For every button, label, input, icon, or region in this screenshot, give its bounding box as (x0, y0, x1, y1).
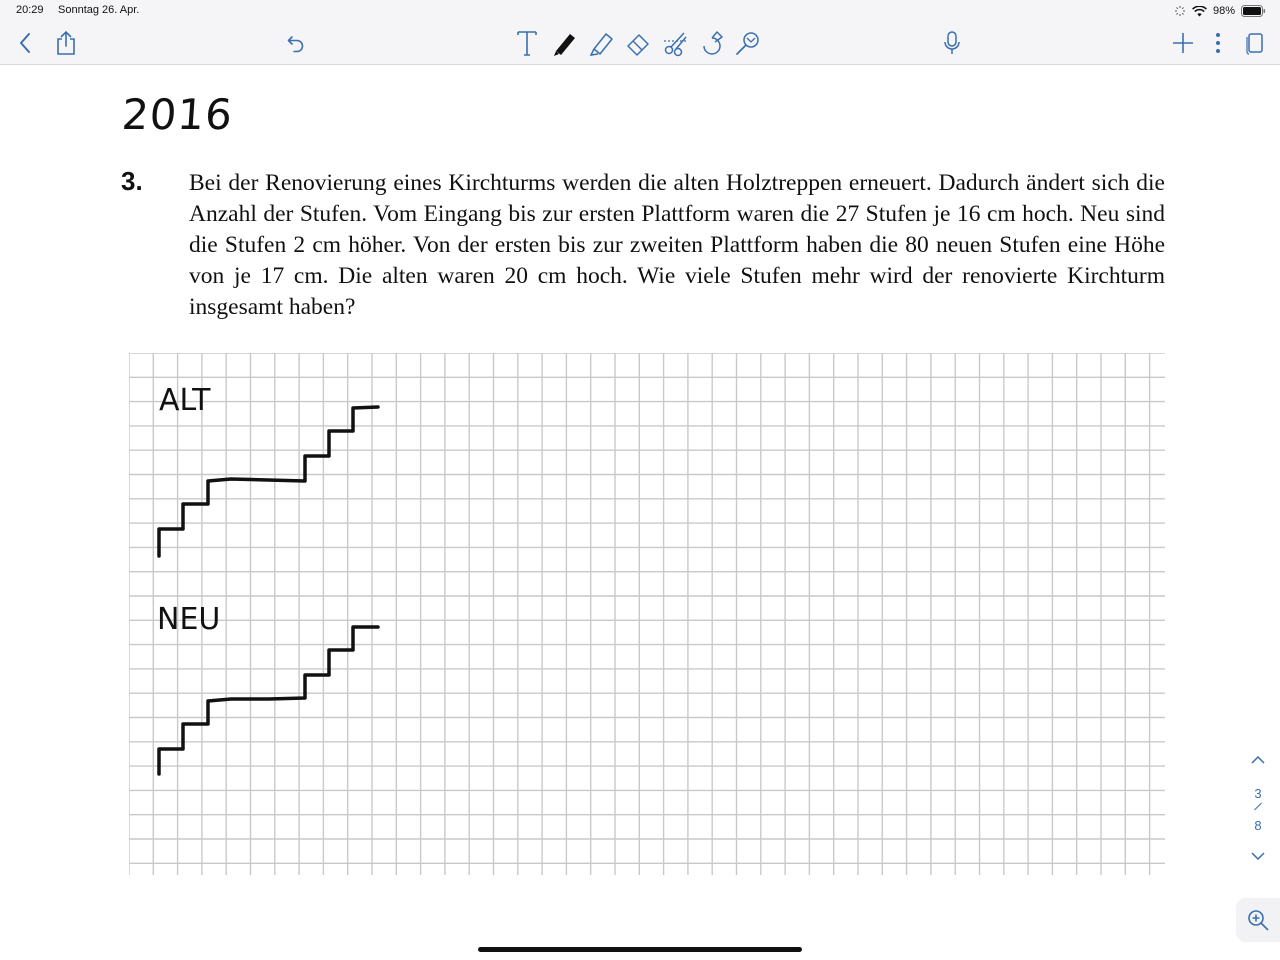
more-options-icon (1215, 32, 1221, 54)
next-page-button[interactable] (1248, 846, 1268, 866)
shapes-tool-icon (698, 29, 726, 57)
highlighter-tool-icon (587, 29, 615, 57)
highlighter-tool-button[interactable] (586, 28, 616, 58)
back-button[interactable] (10, 28, 40, 58)
task-text: Bei der Renovierung eines Kirchturms werden die alten Holztreppen erneuert. Dadurch ändert sich die Anzahl der Stufen. Vom Eingang bis zur ersten Plattform waren die 27 Stufen je 16 cm hoch. Neu sind die Stufen 2 cm höher. Von der ersten bis zur zweiten Plattform haben die 80 neuen Stufen eine Höhe von je 17 cm. Die alten waren 20 cm hoch. Wie viele Stufen mehr wird der renovierte Kirchturm insgesamt haben? (189, 170, 1165, 320)
add-page-icon (1171, 31, 1195, 55)
undo-icon (286, 33, 306, 53)
status-time: 20:29 (16, 4, 44, 16)
grid-paper (129, 353, 1165, 875)
toolbar (0, 22, 1280, 65)
page-navigator (1240, 750, 1276, 865)
wifi-icon (1192, 6, 1207, 17)
battery-icon (1241, 5, 1266, 17)
task-number: 3. (121, 166, 143, 196)
page-separator (1254, 803, 1262, 811)
share-button[interactable] (51, 28, 81, 58)
image-tool-icon (734, 29, 762, 57)
label-old: ALT (159, 383, 211, 418)
share-icon (55, 30, 77, 56)
total-page-count: 8 (1254, 818, 1262, 833)
label-new: NEU (157, 602, 221, 637)
stair-sketch-new (159, 627, 378, 774)
image-tool-button[interactable] (733, 28, 763, 58)
lasso-tool-icon (662, 29, 690, 57)
microphone-button[interactable] (937, 28, 967, 58)
shapes-tool-button[interactable] (697, 28, 727, 58)
status-bar (0, 0, 1280, 22)
previous-page-button[interactable] (1248, 750, 1268, 770)
chevron-down-icon (1251, 852, 1265, 860)
text-tool-button[interactable] (512, 28, 542, 58)
add-page-button[interactable] (1168, 28, 1198, 58)
microphone-icon (942, 30, 962, 56)
battery-percent: 98% (1212, 5, 1235, 17)
eraser-tool-button[interactable] (623, 28, 653, 58)
eraser-tool-icon (624, 29, 652, 57)
zoom-button[interactable] (1236, 898, 1280, 942)
chevron-up-icon (1251, 756, 1265, 764)
status-indicators (1174, 3, 1266, 19)
grid-area[interactable] (129, 353, 1165, 875)
pen-tool-button[interactable] (549, 28, 579, 58)
stair-sketch-old (159, 407, 378, 556)
text-tool-icon (515, 29, 539, 57)
home-indicator (478, 947, 802, 952)
do-not-disturb-icon (1174, 5, 1186, 17)
back-icon (18, 32, 32, 54)
zoom-in-icon (1246, 908, 1270, 932)
undo-button[interactable] (281, 28, 311, 58)
pages-overview-icon (1245, 31, 1265, 55)
status-date: Sonntag 26. Apr. (58, 4, 140, 16)
pages-overview-button[interactable] (1240, 28, 1270, 58)
pen-tool-icon (550, 29, 578, 57)
more-options-button[interactable] (1203, 28, 1233, 58)
lasso-tool-button[interactable] (661, 28, 691, 58)
current-page-number: 3 (1254, 786, 1262, 801)
handwritten-year: 2016 (120, 90, 235, 139)
